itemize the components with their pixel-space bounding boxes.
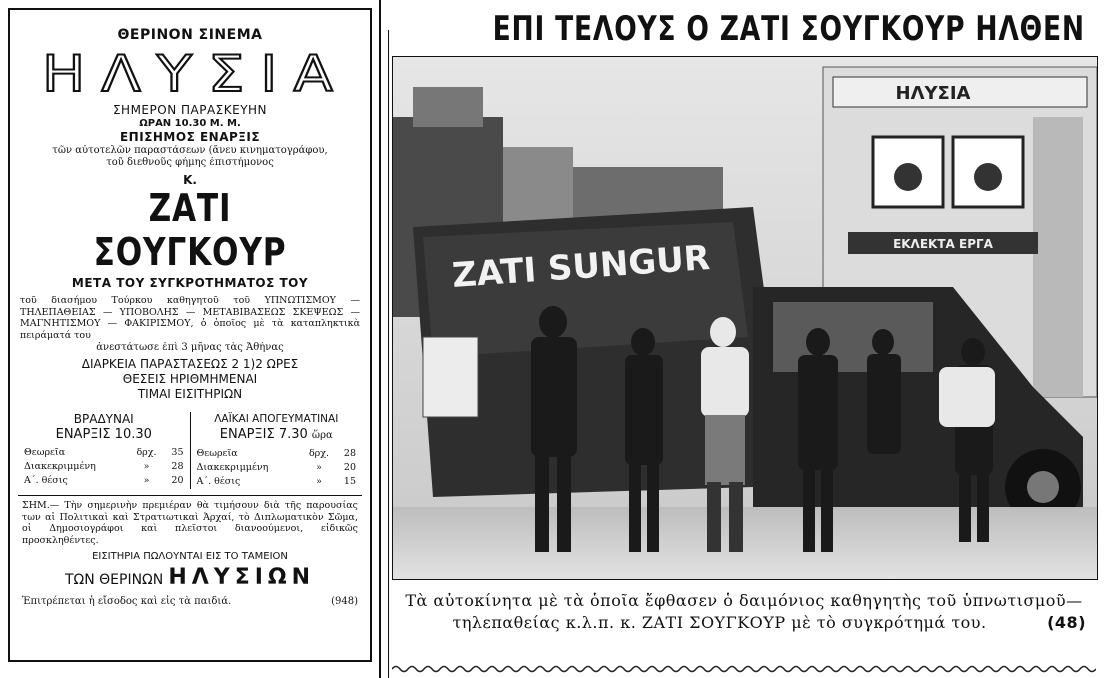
ad-evening-shows [18,412,190,489]
ad-troupe-line: ΜΕΤΑ ΤΟΥ ΣΥΓΚΡΟΤΗΜΑΤΟΣ ΤΟΥ [71,276,309,290]
cinema-advertisement [8,8,372,662]
ad-showtimes [18,412,362,489]
article-headline: ΕΠΙ ΤΕΛΟΥΣ Ο ΖΑΤΙ ΣΟΥΓΚΟΥΡ ΗΛΘΕΝ [492,9,1085,49]
column-rule [388,30,389,678]
price-row: Θεωρεῖα δρχ. 28 [196,448,356,459]
price-row: Α΄. θέσις » 20 [24,475,184,486]
ad-matinee-start: ΕΝΑΡΞΙΣ 7.30 [219,427,308,442]
ad-prices-header: ΤΙΜΑΙ ΕΙΣΙΤΗΡΙΩΝ [137,387,243,401]
ad-ref-number: (948) [331,596,358,607]
ad-venue-title: ΗΛΥΣΙΑ [41,45,349,103]
price-row: Θεωρεῖα δρχ. 35 [24,447,184,458]
ad-matinee-title: ΛΑΪΚΑΙ ΑΠΟΓΕΥΜΑΤΙΝΑΙ [214,413,339,425]
price-row: Διακεκριμμένη » 20 [196,462,356,473]
article-photo [392,56,1098,580]
ad-tickets-line: ΕΙΣΙΤΗΡΙΑ ΠΩΛΟΥΝΤΑΙ ΕΙΣ ΤΟ ΤΑΜΕΙΟΝ [92,551,288,562]
ad-tickets-prefix: ΤΩΝ ΘΕΡΙΝΩΝ [64,572,164,588]
ad-tickets-venue: ΗΛΥΣΙΩΝ [168,565,316,590]
ad-intro-text: τοῦ διασήμου Τούρκου καθηγητοῦ τοῦ ΥΠΝΩΤΙΣΜΟΥ — ΤΗΛΕΠΑΘΕΙΑΣ — ΥΠΟΒΟΛΗΣ — ΜΕΤΑΒΙΒΑΣΕΩΣ ΣΚΕΨΕΩΣ — ΜΑΓΝΗΤΙΣΜΟΥ — ΦΑΚΙΡΙΣΜΟΥ, ὁ ὁποῖος μὲ τὰ καταπληκτικὰ πειράματά του [20,295,360,341]
ad-note: ΣΗΜ.— Τὴν σημερινὴν πρεμιέραν θὰ τιμήσουν διὰ τῆς παρουσίας των αἱ Πολιτικαὶ καὶ Στρατιωτικαὶ Ἀρχαί, τὸ Διπλωματικὸν Σῶμα, οἱ Δημοσιογράφοι καὶ πλεῖστοι διανοούμενοι, εἰδικῶς προσκληθέντες. [22,500,358,546]
photo-illustration [393,57,1097,579]
ad-time-line: ΩΡΑΝ 10.30 Μ. Μ. [139,118,241,129]
ad-rule [18,495,362,496]
ad-honorific: Κ. [183,173,197,187]
ad-matinee-shows [191,412,363,489]
shop-sign: ΕΚΛΕΚΤΑ ΕΡΓΑ [893,237,993,251]
price-row: Διακεκριμμένη » 28 [24,461,184,472]
ad-seats: ΘΕΣΕΙΣ ΗΡΙΘΜΗΜΕΝΑΙ [122,372,258,386]
ad-matinee-start-suffix: ὥρα [311,430,333,441]
ad-opening-line: ΕΠΙΣΗΜΟΣ ΕΝΑΡΞΙΣ [119,130,261,144]
ad-performer-name: ΖΑΤΙ ΣΟΥΓΚΟΥΡ [93,186,287,274]
ad-evening-title: ΒΡΑΔΥΝΑΙ [73,412,134,426]
ad-intro-last-line: ἀνεστάτωσε ἐπὶ 3 μῆνας τὰς Ἀθήνας [96,342,284,353]
ad-evening-start: ΕΝΑΡΞΙΣ 10.30 [55,427,152,442]
price-row: Α΄. θέσις » 15 [196,476,356,487]
cinema-sign: ΗΛΥΣΙΑ [895,83,971,104]
column-rule [379,0,381,678]
ad-desc-line-1: τῶν αὐτοτελῶν παραστάσεων (ἄνευ κινηματογράφου, [52,145,328,156]
truck-sign: ZATI SUNGUR [450,238,712,296]
decorative-wavy-rule [392,664,1096,674]
ad-desc-line-2: τοῦ διεθνοῦς φήμης ἐπιστήμονος [106,157,274,168]
caption-ref-number: (48) [1047,613,1086,632]
ad-kicker: ΘΕΡΙΝΟΝ ΣΙΝΕΜΑ [117,28,263,43]
ad-children-note: Ἐπιτρέπεται ἡ εἴσοδος καὶ εἰς τὰ παιδιά. [22,596,232,607]
caption-text: Τὰ αὐτοκίνητα μὲ τὰ ὁποῖα ἔφθασεν ὁ δαιμόνιος καθηγητὴς τοῦ ὑπνωτισμοῦ—τηλεπαθείας κ.λ.π. κ. ΖΑΤΙ ΣΟΥΓΚΟΥΡ μὲ τὸ συγκρότημά του. [405,591,1083,632]
ad-date-line: ΣΗΜΕΡΟΝ ΠΑΡΑΣΚΕΥΗΝ [112,103,268,117]
article-caption [392,590,1096,634]
ad-duration: ΔΙΑΡΚΕΙΑ ΠΑΡΑΣΤΑΣΕΩΣ 2 1)2 ΩΡΕΣ [81,357,299,371]
